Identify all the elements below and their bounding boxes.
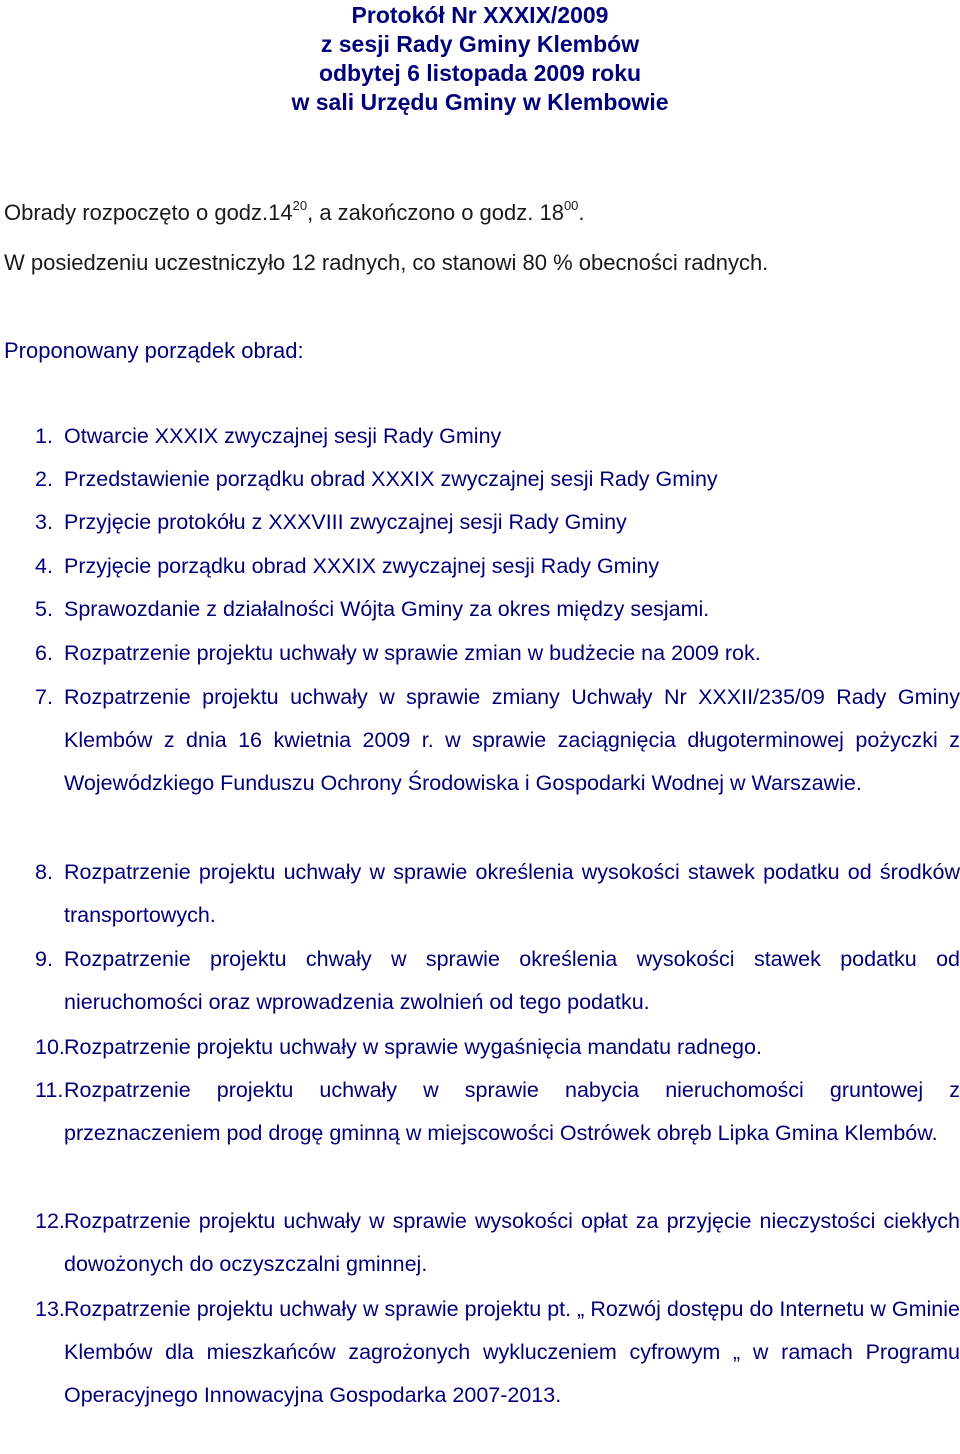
agenda-item-text: Rozpatrzenie projektu uchwały w sprawie nabycia nieruchomości gruntowej z przeznaczeniem pod drogę gminną w miejscowości Ostrówek obręb Lipka Gmina Klembów. (64, 1078, 960, 1145)
agenda-item-number: 11. (35, 1078, 64, 1102)
agenda-item-number: 7. (35, 685, 53, 709)
agenda-item-number: 9. (35, 947, 53, 971)
agenda-item-text: Przedstawienie porządku obrad XXXIX zwyczajnej sesji Rady Gminy (64, 467, 718, 491)
agenda-item-text: Rozpatrzenie projektu uchwały w sprawie określenia wysokości stawek podatku od środków transportowych. (64, 860, 960, 927)
end-time-minutes: 00 (563, 198, 579, 213)
agenda-item-text: Rozpatrzenie projektu uchwały w sprawie projektu pt. „ Rozwój dostępu do Internetu w Gminie Klembów dla mieszkańców zagrożonych wykluczeniem cyfrowym „ w ramach Programu Operacyjnego Innowacyjna Gospodarka 2007-2013. (64, 1297, 960, 1407)
start-time-prefix: Obrady rozpoczęto o godz.14 (4, 200, 293, 225)
attendance-text: W posiedzeniu uczestniczyło 12 radnych, co stanowi 80 % obecności radnych. (4, 250, 769, 275)
agenda-item-number: 6. (35, 641, 53, 665)
agenda-item-number: 10. (35, 1035, 65, 1059)
title-line-session: z sesji Rady Gminy Klembów (320, 31, 640, 57)
start-time-minutes: 20 (292, 198, 308, 213)
document-title (0, 1, 960, 117)
agenda-item-number: 5. (35, 597, 53, 621)
agenda-item-text: Sprawozdanie z działalności Wójta Gminy za okres między sesjami. (64, 597, 710, 621)
agenda-heading: Proponowany porządek obrad: (4, 338, 304, 363)
agenda-item-text: Rozpatrzenie projektu chwały w sprawie określenia wysokości stawek podatku od nieruchomości oraz wprowadzenia zwolnień od tego podatku. (64, 947, 960, 1014)
title-line-location: w sali Urzędu Gminy w Klembowie (291, 89, 669, 115)
agenda-item-text: Rozpatrzenie projektu uchwały w sprawie wygaśnięcia mandatu radnego. (64, 1035, 762, 1059)
agenda-item-text: Rozpatrzenie projektu uchwały w sprawie wysokości opłat za przyjęcie nieczystości ciekłych dowożonych do oczyszczalni gminnej. (64, 1209, 960, 1276)
agenda-item-number: 3. (35, 510, 53, 534)
title-line-protocol-number: Protokół Nr XXXIX/2009 (351, 2, 609, 28)
agenda-item-text: Przyjęcie protokółu z XXXVIII zwyczajnej sesji Rady Gminy (64, 510, 627, 534)
agenda-item-text: Rozpatrzenie projektu uchwały w sprawie zmiany Uchwały Nr XXXII/235/09 Rady Gminy Klembów z dnia 16 kwietnia 2009 r. w sprawie zaciągnięcia długoterminowej pożyczki z Wojewódzkiego Funduszu Ochrony Środowiska i Gospodarki Wodnej w Warszawie. (64, 685, 960, 795)
agenda-item-text: Otwarcie XXXIX zwyczajnej sesji Rady Gminy (64, 424, 502, 448)
agenda-item-number: 4. (35, 554, 53, 578)
title-line-date: odbytej 6 listopada 2009 roku (318, 60, 642, 86)
session-times (4, 200, 585, 226)
agenda-item-text: Rozpatrzenie projektu uchwały w sprawie zmian w budżecie na 2009 rok. (64, 641, 761, 665)
agenda-item-text: Przyjęcie porządku obrad XXXIX zwyczajnej sesji Rady Gminy (64, 554, 660, 578)
end-time-prefix: , a zakończono o godz. 18 (307, 200, 564, 225)
agenda-item-number: 12. (35, 1209, 65, 1233)
agenda-item-number: 13. (35, 1297, 65, 1321)
agenda-item-number: 8. (35, 860, 53, 884)
end-time-suffix: . (578, 200, 585, 225)
agenda-item-number: 1. (35, 424, 53, 448)
agenda-item-number: 2. (35, 467, 53, 491)
